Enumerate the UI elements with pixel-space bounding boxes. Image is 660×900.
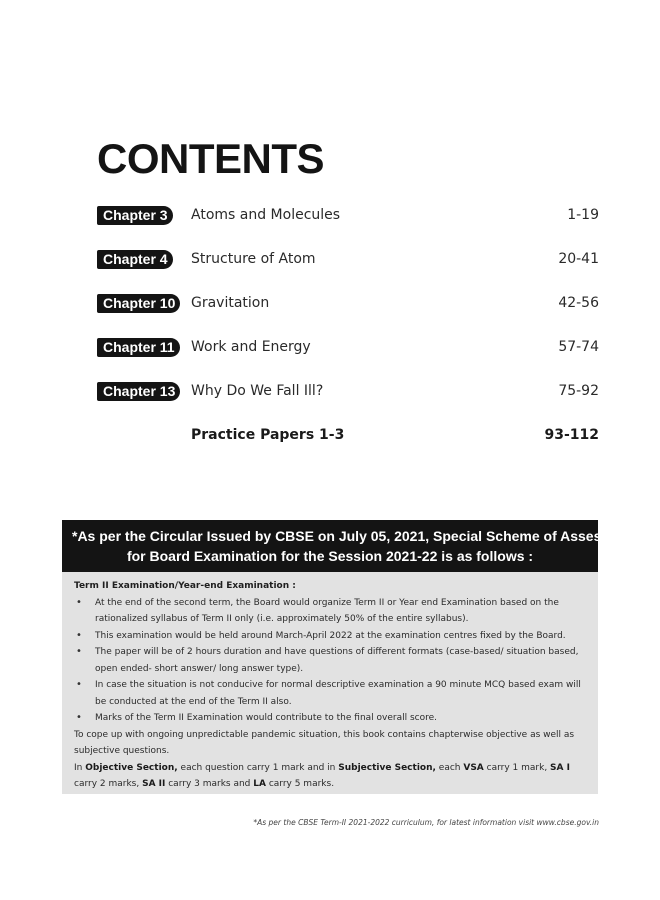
page-range: 20-41: [558, 251, 599, 267]
chapter-badge: Chapter 3: [97, 206, 173, 225]
page-range: 57-74: [558, 339, 599, 355]
page-range: 42-56: [558, 295, 599, 311]
toc-row[interactable]: [97, 291, 599, 335]
page-range: 1-19: [567, 207, 599, 223]
toc-row[interactable]: [97, 203, 599, 247]
toc-row[interactable]: [97, 335, 599, 379]
notice-header: [62, 520, 643, 572]
chapter-title: Structure of Atom: [191, 251, 316, 267]
chapter-badge: Chapter 4: [97, 250, 173, 269]
toc-row[interactable]: [97, 247, 599, 291]
notice-bullet-list: [74, 595, 586, 727]
chapter-title: Gravitation: [191, 295, 270, 311]
notice-header-line: *As per the Circular Issued by CBSE on July 05, 2021, Special Scheme of Assessment: [72, 528, 643, 544]
chapter-badge: Chapter 10: [97, 294, 180, 313]
practice-papers-title: Practice Papers 1-3: [191, 427, 345, 443]
toc-row[interactable]: [97, 379, 599, 423]
contents-heading: CONTENTS: [97, 135, 324, 182]
notice-header-line: for Board Examination for the Session 2021-22 is as follows :: [126, 548, 534, 564]
bullet-item: • In case the situation is not conducive for normal descriptive examination a 90 minute MCQ based exam will be conducted at the end of the Term II also.: [74, 677, 586, 710]
bullet-item: • At the end of the second term, the Board would organize Term II or Year end Examination based on the rationalized syllabus of Term II only (i.e. approximately 50% of the entire syllabus).: [74, 595, 586, 628]
chapter-title: Why Do We Fall Ill?: [191, 383, 324, 399]
chapter-badge: Chapter 11: [97, 338, 180, 357]
page-range: 75-92: [558, 383, 599, 399]
marks-paragraph: In Objective Section, each question carry 1 mark and in Subjective Section, each VSA carry 1 mark, SA I carry 2 marks, SA II carry 3 marks and LA carry 5 marks.: [74, 762, 570, 789]
toc-row-practice-papers[interactable]: [97, 423, 599, 467]
footnote: *As per the CBSE Term-II 2021-2022 curriculum, for latest information visit www.cbse.gov.in: [253, 818, 599, 827]
bullet-item: • The paper will be of 2 hours duration and have questions of different formats (case-based/ situation based, open ended- short answer/ long answer type).: [74, 644, 586, 677]
bullet-item: • This examination would be held around March-April 2022 at the examination centres fixed by the Board.: [74, 628, 586, 645]
table-of-contents: [97, 203, 599, 467]
practice-papers-pages: 93-112: [544, 427, 599, 443]
notice-body: [62, 572, 598, 794]
chapter-badge: Chapter 13: [97, 382, 180, 401]
chapter-title: Atoms and Molecules: [191, 207, 341, 223]
notice-subheading: Term II Examination/Year-end Examination :: [74, 581, 296, 591]
bullet-item: • Marks of the Term II Examination would contribute to the final overall score.: [74, 710, 586, 727]
chapter-title: Work and Energy: [191, 339, 311, 355]
notice-paragraph: To cope up with ongoing unpredictable pandemic situation, this book contains chapterwise objective as well as subjective questions.: [74, 729, 575, 756]
cbse-notice-box: [62, 520, 643, 794]
